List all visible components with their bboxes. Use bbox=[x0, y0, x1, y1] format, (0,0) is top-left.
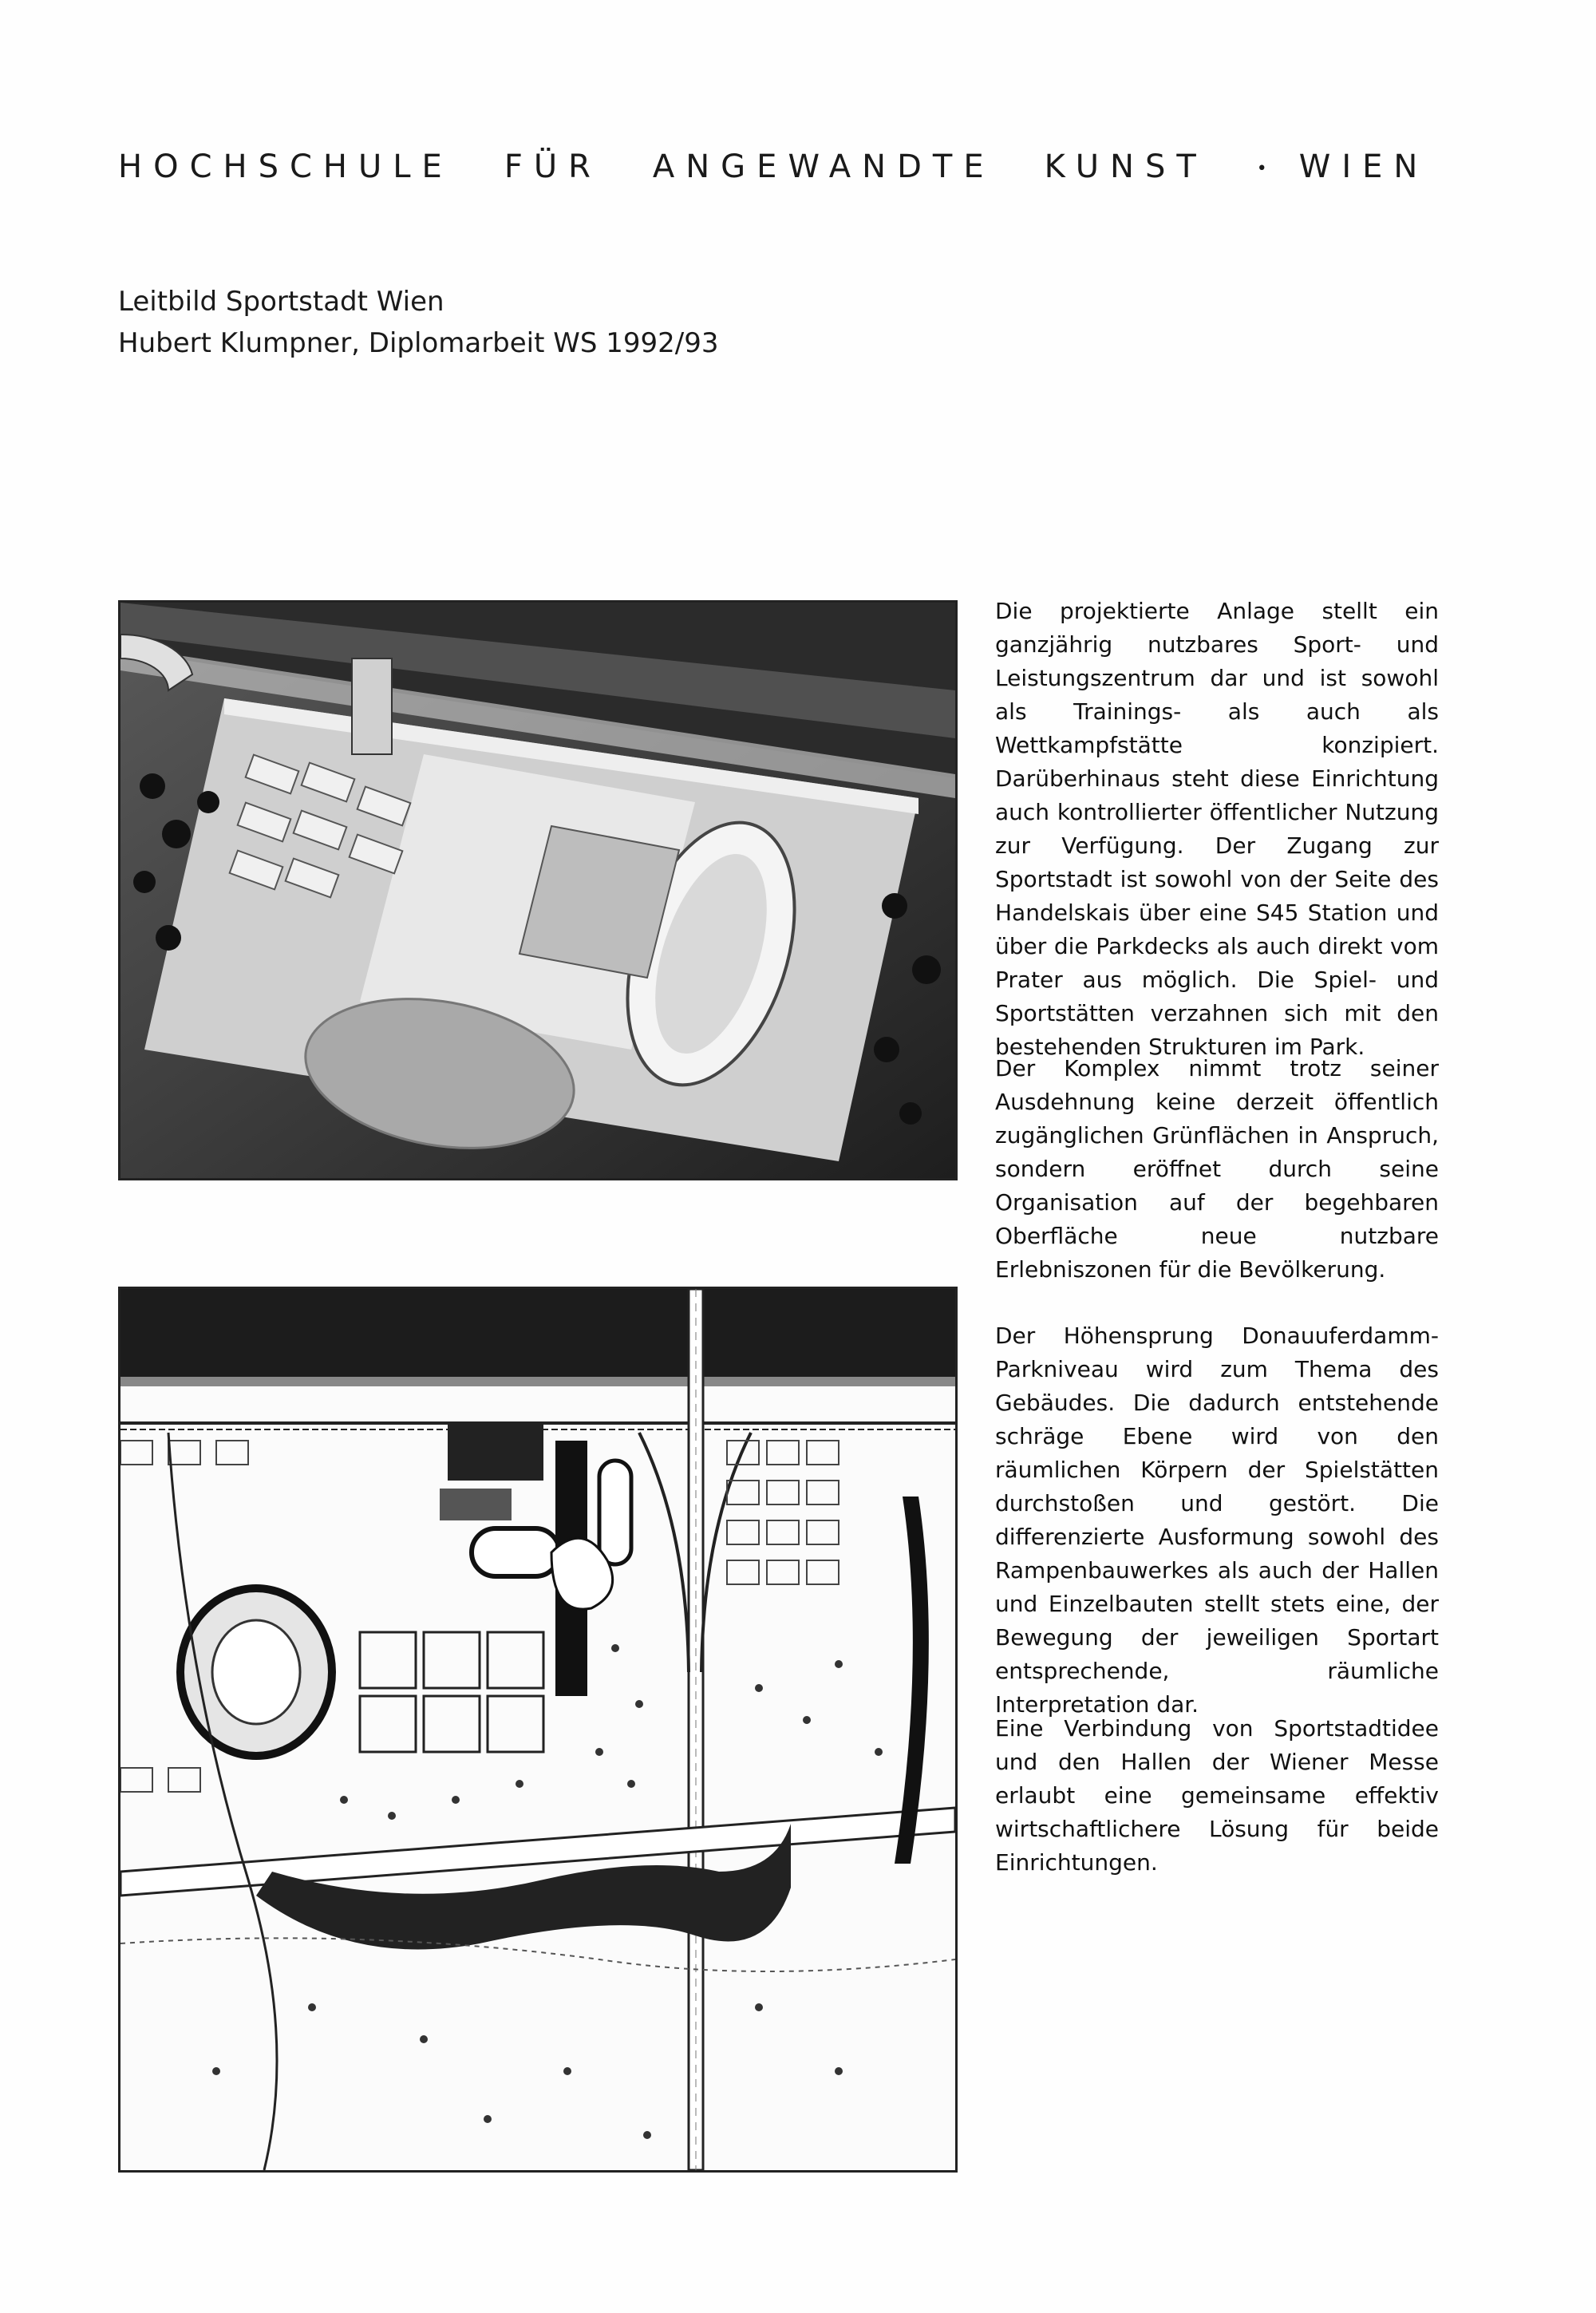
paragraph-text: Der Komplex nimmt trotz seiner Ausdehnung keine derzeit öffentlich zugänglichen Grünflächen in Anspruch, sondern eröffnet durch seine Organisation auf der begehbaren Oberfläche neue nutzbare Erlebniszonen für die Bevölkerung. bbox=[995, 1055, 1439, 1283]
paragraph-1 bbox=[995, 595, 1439, 1064]
author-line: Hubert Klumpner, Diplomarbeit WS 1992/93 bbox=[118, 327, 719, 359]
header-word: HOCHSCHULE bbox=[118, 148, 453, 185]
header-word: ANGEWANDTE bbox=[652, 148, 995, 185]
model-photo bbox=[118, 600, 958, 1180]
site-plan-graphic bbox=[120, 1289, 955, 2170]
paragraph-3 bbox=[995, 1319, 1439, 1722]
project-title: Leitbild Sportstadt Wien bbox=[118, 286, 444, 318]
document-subtitle bbox=[118, 281, 719, 364]
site-plan bbox=[118, 1287, 958, 2173]
header-word: FÜR bbox=[504, 148, 602, 185]
paragraph-text: Der Höhensprung Donauuferdamm-Parkniveau wird zum Thema des Gebäudes. Die dadurch entstehende schräge Ebene wird von den räumlichen Körpern der Spielstätten durchstoßen und gestört. Die differenzierte Ausformung sowohl des Rampenbauwerkes als auch der Hallen und Einzelbauten stellt stets eine, der Bewegung der jeweiligen Sportart entsprechende, räumliche Interpretation dar. bbox=[995, 1323, 1439, 1718]
paragraph-4 bbox=[995, 1712, 1439, 1880]
institution-header bbox=[118, 148, 1435, 185]
paragraph-text: Eine Verbindung von Sportstadtidee und den Hallen der Wiener Messe erlaubt eine gemeinsame effektiv wirtschaftlichere Lösung für beide Einrichtungen. bbox=[995, 1715, 1439, 1876]
paragraph-text: Die projektierte Anlage stellt ein ganzjährig nutzbares Sport- und Leistungszentrum dar und ist sowohl als Trainings- als auch als Wettkampfstätte konzipiert. Darüberhinaus steht diese Einrichtung auch kontrollierter öffentlicher Nutzung zur Verfügung. Der Zugang zur Sportstadt ist sowohl von der Seite des Handelskais über eine S45 Station und über die Parkdecks als auch direkt vom Prater aus möglich. Die Spiel- und Sportstätten verzahnen sich mit den bestehenden Strukturen im Park. bbox=[995, 598, 1439, 1060]
model-photo-graphic bbox=[120, 603, 955, 1178]
header-separator: • bbox=[1256, 158, 1267, 179]
header-word: WIEN bbox=[1298, 148, 1429, 185]
header-word: KUNST bbox=[1044, 148, 1207, 185]
paragraph-2 bbox=[995, 1052, 1439, 1287]
